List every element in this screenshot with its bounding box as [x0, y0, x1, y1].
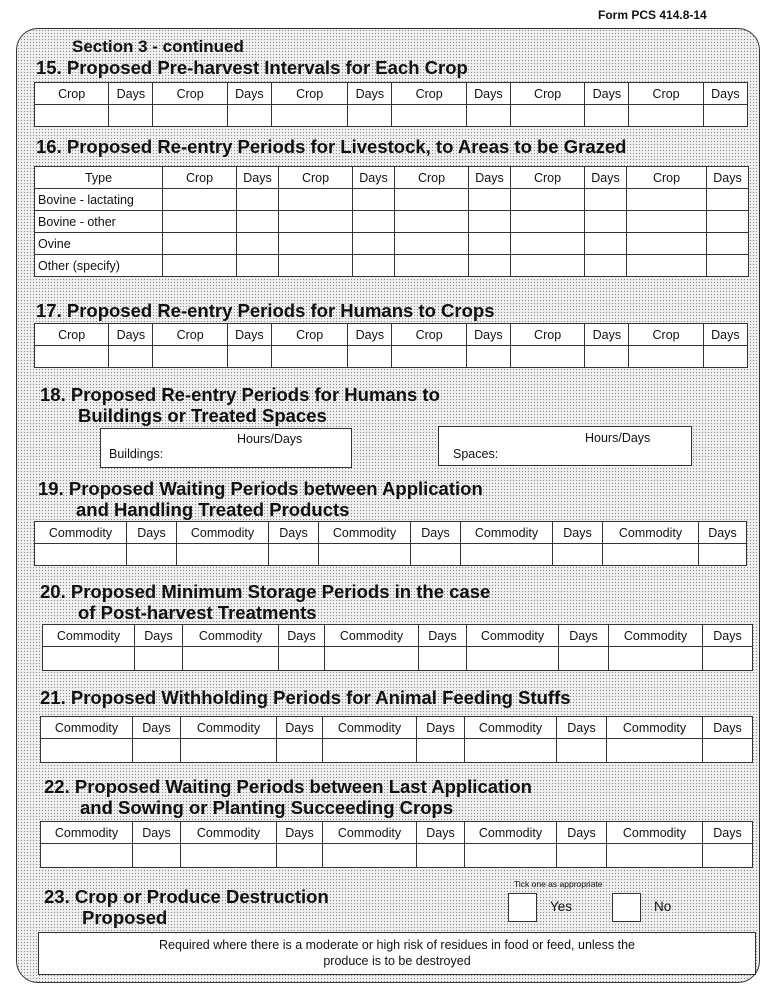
s20-table: [42, 624, 753, 671]
col-header: Commodity: [43, 625, 135, 647]
col-header: Days: [269, 522, 319, 544]
col-header: Days: [703, 625, 753, 647]
entry-cell[interactable]: [163, 233, 237, 255]
col-header: Commodity: [41, 822, 133, 844]
col-header: Crop: [163, 167, 237, 189]
col-header: Days: [135, 625, 183, 647]
col-header: Days: [585, 167, 627, 189]
col-header: Commodity: [325, 625, 419, 647]
entry-cell[interactable]: [585, 189, 627, 211]
col-header: Days: [585, 324, 629, 346]
buildings-label: Buildings:: [109, 447, 164, 461]
s16-row: [35, 233, 749, 255]
entry-cell[interactable]: [348, 346, 392, 368]
note-line-1: Required where there is a moderate or high risk of residues in food or feed, unless the: [159, 938, 635, 952]
entry-cell[interactable]: [585, 255, 627, 277]
col-header: Days: [557, 822, 607, 844]
buildings-field[interactable]: [100, 428, 352, 468]
col-header: Crop: [153, 83, 227, 105]
row-label: Bovine - other: [35, 211, 163, 233]
entry-cell[interactable]: [607, 739, 703, 763]
entry-cell[interactable]: [465, 739, 557, 763]
entry-cell[interactable]: [467, 647, 559, 671]
entry-cell[interactable]: [627, 211, 707, 233]
entry-cell[interactable]: [703, 844, 753, 868]
s21-heading: 21. Proposed Withholding Periods for Animal Feeding Stuffs: [40, 687, 571, 708]
col-header: Crop: [511, 167, 585, 189]
entry-cell[interactable]: [510, 105, 584, 127]
col-header: Crop: [35, 324, 109, 346]
s17-header-row: [35, 324, 748, 346]
entry-cell[interactable]: [627, 189, 707, 211]
entry-cell[interactable]: [277, 739, 323, 763]
entry-cell[interactable]: [133, 844, 181, 868]
entry-cell[interactable]: [392, 105, 466, 127]
form-number: Form PCS 414.8-14: [598, 8, 707, 22]
entry-cell[interactable]: [603, 544, 699, 566]
s23-heading-line2: Proposed: [82, 907, 168, 928]
s22-table: [40, 821, 753, 868]
col-header: Days: [277, 822, 323, 844]
entry-cell[interactable]: [466, 105, 510, 127]
col-header: Crop: [510, 83, 584, 105]
entry-cell[interactable]: [227, 346, 271, 368]
col-header: Crop: [510, 324, 584, 346]
entry-cell[interactable]: [43, 647, 135, 671]
s19-entry-row: [35, 544, 747, 566]
entry-cell[interactable]: [627, 255, 707, 277]
col-header: Days: [411, 522, 461, 544]
entry-cell[interactable]: [35, 105, 109, 127]
entry-cell[interactable]: [469, 211, 511, 233]
entry-cell[interactable]: [323, 844, 417, 868]
entry-cell[interactable]: [109, 105, 153, 127]
s22-heading-line2: and Sowing or Planting Succeeding Crops: [80, 797, 454, 818]
entry-cell[interactable]: [553, 544, 603, 566]
col-header: Days: [237, 167, 279, 189]
col-header-type: Type: [35, 167, 163, 189]
col-header: Days: [419, 625, 467, 647]
entry-cell[interactable]: [392, 346, 466, 368]
s19-header-row: [35, 522, 747, 544]
col-header: Days: [417, 822, 465, 844]
col-header: Commodity: [609, 625, 703, 647]
entry-cell[interactable]: [417, 844, 465, 868]
s16-header-row: [35, 167, 749, 189]
col-header: Days: [353, 167, 395, 189]
buildings-unit: Hours/Days: [237, 432, 303, 446]
entry-cell[interactable]: [237, 255, 279, 277]
s20-heading-line1: 20. Proposed Minimum Storage Periods in the case: [40, 581, 491, 602]
col-header: Crop: [271, 324, 347, 346]
col-header: Commodity: [177, 522, 269, 544]
col-header: Days: [699, 522, 747, 544]
yes-label: Yes: [550, 899, 573, 914]
entry-cell[interactable]: [319, 544, 411, 566]
row-label: Ovine: [35, 233, 163, 255]
entry-cell[interactable]: [181, 739, 277, 763]
col-header: Crop: [629, 324, 703, 346]
s22-header-row: [41, 822, 753, 844]
entry-cell[interactable]: [35, 544, 127, 566]
col-header: Commodity: [181, 717, 277, 739]
s21-entry-row: [41, 739, 753, 763]
entry-cell[interactable]: [237, 233, 279, 255]
s19-heading-line1: 19. Proposed Waiting Periods between Application: [38, 478, 483, 499]
s21-header-row: [41, 717, 753, 739]
col-header: Crop: [627, 167, 707, 189]
entry-cell[interactable]: [271, 105, 347, 127]
col-header: Crop: [395, 167, 469, 189]
entry-cell[interactable]: [279, 211, 353, 233]
col-header: Days: [466, 83, 510, 105]
entry-cell[interactable]: [417, 739, 465, 763]
entry-cell[interactable]: [607, 844, 703, 868]
s16-row: [35, 189, 749, 211]
s19-heading-line2: and Handling Treated Products: [76, 499, 350, 520]
row-label: Other (specify): [35, 255, 163, 277]
entry-cell[interactable]: [469, 233, 511, 255]
s23-note: [38, 932, 756, 975]
col-header: Days: [348, 324, 392, 346]
col-header: Days: [703, 324, 747, 346]
col-header: Days: [227, 324, 271, 346]
section-title: Section 3 - continued: [72, 37, 244, 56]
s17-table: [34, 323, 748, 368]
entry-cell[interactable]: [133, 739, 181, 763]
entry-cell[interactable]: [41, 739, 133, 763]
entry-cell[interactable]: [395, 233, 469, 255]
col-header: Crop: [629, 83, 703, 105]
col-header: Commodity: [607, 822, 703, 844]
col-header: Days: [348, 83, 392, 105]
s23-heading-line1: 23. Crop or Produce Destruction: [44, 886, 329, 907]
s20-entry-row: [43, 647, 753, 671]
entry-cell[interactable]: [627, 233, 707, 255]
entry-cell[interactable]: [348, 105, 392, 127]
s18-heading-line1: 18. Proposed Re-entry Periods for Humans to: [40, 384, 440, 405]
col-header: Commodity: [607, 717, 703, 739]
col-header: Days: [417, 717, 465, 739]
col-header: Crop: [271, 83, 347, 105]
entry-cell[interactable]: [353, 211, 395, 233]
col-header: Days: [553, 522, 603, 544]
entry-cell[interactable]: [511, 255, 585, 277]
entry-cell[interactable]: [557, 844, 607, 868]
col-header: Days: [109, 83, 153, 105]
entry-cell[interactable]: [461, 544, 553, 566]
row-label: Bovine - lactating: [35, 189, 163, 211]
col-header: Commodity: [181, 822, 277, 844]
s16-table: [34, 166, 749, 277]
spaces-label: Spaces:: [453, 447, 499, 461]
no-label: No: [654, 899, 672, 914]
col-header: Commodity: [41, 717, 133, 739]
col-header: Commodity: [465, 822, 557, 844]
entry-cell[interactable]: [353, 233, 395, 255]
entry-cell[interactable]: [323, 739, 417, 763]
col-header: Days: [109, 324, 153, 346]
s17-entry-row: [35, 346, 748, 368]
col-header: Days: [469, 167, 511, 189]
spaces-field[interactable]: [438, 426, 692, 466]
entry-cell[interactable]: [411, 544, 461, 566]
col-header: Days: [227, 83, 271, 105]
entry-cell[interactable]: [163, 189, 237, 211]
entry-cell[interactable]: [279, 647, 325, 671]
entry-cell[interactable]: [465, 844, 557, 868]
s20-header-row: [43, 625, 753, 647]
entry-cell[interactable]: [183, 647, 279, 671]
s16-heading: 16. Proposed Re-entry Periods for Livestock, to Areas to be Grazed: [36, 136, 627, 157]
entry-cell[interactable]: [585, 105, 629, 127]
entry-cell[interactable]: [510, 346, 584, 368]
entry-cell[interactable]: [269, 544, 319, 566]
entry-cell[interactable]: [109, 346, 153, 368]
col-header: Days: [557, 717, 607, 739]
s17-heading: 17. Proposed Re-entry Periods for Humans to Crops: [36, 300, 495, 321]
entry-cell[interactable]: [557, 739, 607, 763]
entry-cell[interactable]: [277, 844, 323, 868]
col-header: Commodity: [323, 717, 417, 739]
entry-cell[interactable]: [559, 647, 609, 671]
yes-checkbox[interactable]: [508, 893, 537, 922]
s15-header-row: [35, 83, 748, 105]
col-header: Days: [585, 83, 629, 105]
entry-cell[interactable]: [279, 189, 353, 211]
col-header: Days: [279, 625, 325, 647]
entry-cell[interactable]: [353, 189, 395, 211]
entry-cell[interactable]: [127, 544, 177, 566]
entry-cell[interactable]: [707, 233, 749, 255]
col-header: Days: [466, 324, 510, 346]
entry-cell[interactable]: [585, 346, 629, 368]
note-line-2: produce is to be destroyed: [323, 954, 471, 968]
s16-row: [35, 255, 749, 277]
s15-entry-row: [35, 105, 748, 127]
col-header: Days: [133, 822, 181, 844]
col-header: Crop: [35, 83, 109, 105]
entry-cell[interactable]: [35, 346, 109, 368]
col-header: Days: [133, 717, 181, 739]
entry-cell[interactable]: [699, 544, 747, 566]
entry-cell[interactable]: [419, 647, 467, 671]
entry-cell[interactable]: [271, 346, 347, 368]
entry-cell[interactable]: [163, 255, 237, 277]
entry-cell[interactable]: [703, 105, 747, 127]
entry-cell[interactable]: [629, 346, 703, 368]
col-header: Days: [559, 625, 609, 647]
col-header: Days: [127, 522, 177, 544]
col-header: Crop: [392, 324, 466, 346]
entry-cell[interactable]: [703, 647, 753, 671]
entry-cell[interactable]: [279, 255, 353, 277]
s20-heading-line2: of Post-harvest Treatments: [78, 602, 317, 623]
col-header: Crop: [392, 83, 466, 105]
entry-cell[interactable]: [181, 844, 277, 868]
entry-cell[interactable]: [153, 346, 227, 368]
entry-cell[interactable]: [395, 211, 469, 233]
entry-cell[interactable]: [41, 844, 133, 868]
s22-entry-row: [41, 844, 753, 868]
col-header: Commodity: [319, 522, 411, 544]
spaces-unit: Hours/Days: [585, 431, 651, 445]
no-checkbox[interactable]: [612, 893, 641, 922]
col-header: Days: [703, 83, 747, 105]
s19-table: [34, 521, 747, 566]
col-header: Commodity: [465, 717, 557, 739]
col-header: Commodity: [603, 522, 699, 544]
entry-cell[interactable]: [395, 255, 469, 277]
col-header: Days: [277, 717, 323, 739]
entry-cell[interactable]: [703, 346, 747, 368]
entry-cell[interactable]: [163, 211, 237, 233]
col-header: Commodity: [461, 522, 553, 544]
entry-cell[interactable]: [237, 211, 279, 233]
entry-cell[interactable]: [135, 647, 183, 671]
entry-cell[interactable]: [227, 105, 271, 127]
col-header: Commodity: [183, 625, 279, 647]
entry-cell[interactable]: [469, 255, 511, 277]
entry-cell[interactable]: [629, 105, 703, 127]
entry-cell[interactable]: [585, 211, 627, 233]
col-header: Days: [707, 167, 749, 189]
s16-row: [35, 211, 749, 233]
entry-cell[interactable]: [466, 346, 510, 368]
col-header: Days: [703, 822, 753, 844]
entry-cell[interactable]: [707, 255, 749, 277]
entry-cell[interactable]: [511, 211, 585, 233]
entry-cell[interactable]: [703, 739, 753, 763]
entry-cell[interactable]: [395, 189, 469, 211]
s22-heading-line1: 22. Proposed Waiting Periods between Last Application: [44, 776, 532, 797]
entry-cell[interactable]: [353, 255, 395, 277]
entry-cell[interactable]: [707, 211, 749, 233]
entry-cell[interactable]: [237, 189, 279, 211]
entry-cell[interactable]: [707, 189, 749, 211]
tick-instruction: Tick one as appropriate: [514, 879, 603, 889]
entry-cell[interactable]: [325, 647, 419, 671]
entry-cell[interactable]: [511, 233, 585, 255]
entry-cell[interactable]: [469, 189, 511, 211]
entry-cell[interactable]: [511, 189, 585, 211]
col-header: Crop: [153, 324, 227, 346]
s18-heading-line2: Buildings or Treated Spaces: [78, 405, 327, 426]
entry-cell[interactable]: [585, 233, 627, 255]
entry-cell[interactable]: [153, 105, 227, 127]
s15-heading: 15. Proposed Pre-harvest Intervals for Each Crop: [36, 57, 468, 78]
col-header: Days: [703, 717, 753, 739]
col-header: Commodity: [35, 522, 127, 544]
entry-cell[interactable]: [177, 544, 269, 566]
col-header: Crop: [279, 167, 353, 189]
entry-cell[interactable]: [279, 233, 353, 255]
s15-table: [34, 82, 748, 127]
s21-table: [40, 716, 753, 763]
entry-cell[interactable]: [609, 647, 703, 671]
col-header: Commodity: [467, 625, 559, 647]
col-header: Commodity: [323, 822, 417, 844]
